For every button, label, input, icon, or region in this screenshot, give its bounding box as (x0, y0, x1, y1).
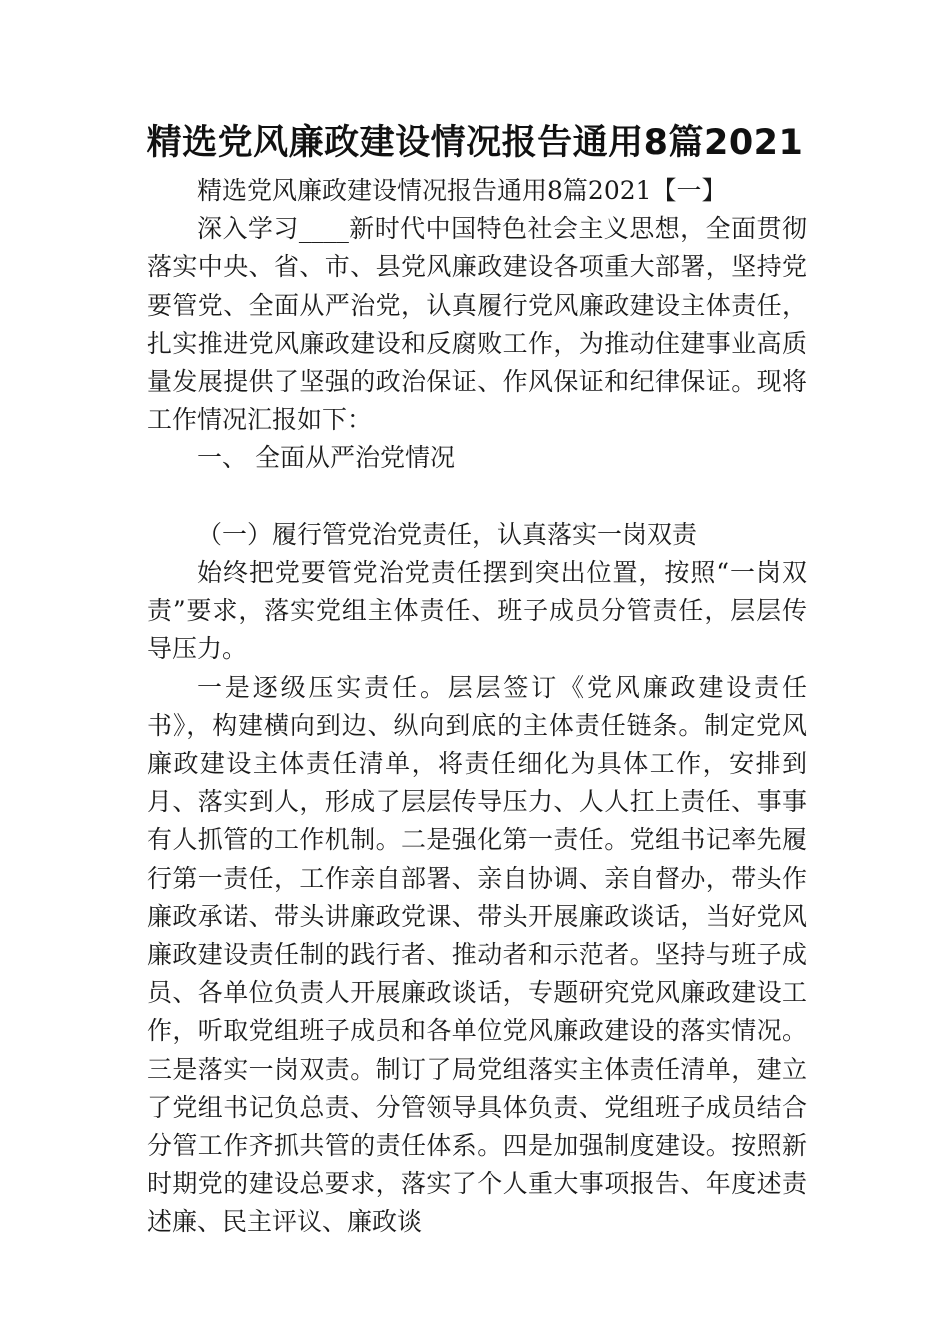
body-paragraph: 一是逐级压实责任。层层签订《党风廉政建设责任书》，构建横向到边、纵向到底的主体责任链条。制定党风廉政建设主体责任清单，将责任细化为具体工作，安排到月、落实到人，形成了层层传导压力、人人扛上责任、事事有人抓管的工作机制。二是强化第一责任。党组书记率先履行第一责任，工作亲自部署、亲自协调、亲自督办，带头作廉政承诺、带头讲廉政党课、带头开展廉政谈话，当好党风廉政建设责任制的践行者、推动者和示范者。坚持与班子成员、各单位负责人开展廉政谈话，专题研究党风廉政建设工作，听取党组班子成员和各单位党风廉政建设的落实情况。三是落实一岗双责。制订了局党组落实主体责任清单，建立了党组书记负总责、分管领导具体负责、党组班子成员结合分管工作齐抓共管的责任体系。四是加强制度建设。按照新时期党的建设总要求，落实了个人重大事项报告、年度述责述廉、民主评议、廉政谈 (147, 672, 807, 1237)
body-paragraph: 始终把党要管党治党责任摆到突出位置，按照“一岗双责”要求，落实党组主体责任、班子成员分管责任，层层传导压力。 (147, 558, 807, 664)
body-paragraph: 深入学习____新时代中国特色社会主义思想，全面贯彻落实中央、省、市、县党风廉政建设各项重大部署，坚持党要管党、全面从严治党，认真履行党风廉政建设主体责任，扎实推进党风廉政建设和反腐败工作，为推动住建事业高质量发展提供了坚强的政治保证、作风保证和纪律保证。现将工作情况汇报如下： (147, 214, 807, 435)
document-body (147, 172, 807, 1242)
section-heading: 精选党风廉政建设情况报告通用8篇2021【一】 (197, 176, 727, 205)
sub-heading: （一）履行管党治党责任，认真落实一岗双责 (197, 519, 698, 549)
document-title: 精选党风廉政建设情况报告通用8篇2021 (146, 123, 804, 163)
section-heading: 一、 全面从严治党情况 (197, 443, 455, 473)
